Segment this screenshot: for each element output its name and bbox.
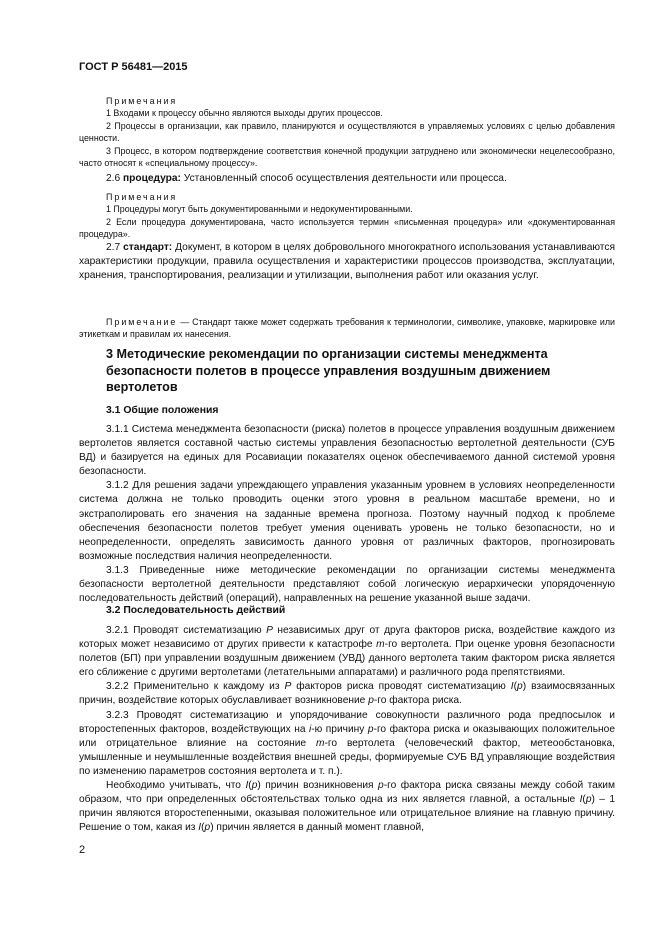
notes-title: Примечания bbox=[106, 96, 178, 106]
note-item: 1 Процедуры могут быть документированными и недокументированными. bbox=[106, 204, 413, 215]
section-title: 3 Методические рекомендации по организации системы менеджмента безопасности полетов в процессе управления воздушным движением вертолетов bbox=[106, 347, 551, 394]
subsection-3-2 bbox=[79, 604, 615, 618]
note-item: 1 Входами к процессу обычно являются выходы других процессов. bbox=[106, 108, 383, 119]
definition-term: процедура: bbox=[123, 173, 181, 184]
definition-term: стандарт: bbox=[123, 242, 173, 253]
paragraph: 3.1.2 Для решения задачи упреждающего управления указанным уровнем в условиях неопределенности система должна не только проводить оценки этого уровня в реальном масштабе времени, но и экстраполировать его значения на заданные времена прогноза. Поэтому научный подход к проблеме обеспечения безопасности полетов требует умения оценивать уровень не только безопасности, но и неопределенности, определять зависимость данного уровня от различных факторов, прогнозировать возможные последствия наличия неопределенности. bbox=[79, 480, 615, 562]
paragraph: Необходимо учитывать, что I(p) причин возникновения p-го фактора риска связаны между собой таким образом, что при определенных обстоятельствах только одна из них является главной, а остальные I(p) – 1 причин являются второстепенными, оказывая положительное или отрицательное влияние на главную причину. Решение о том, какая из I(p) причин является в данный момент главной, bbox=[79, 780, 615, 834]
document-header: ГОСТ Р 56481—2015 bbox=[79, 61, 188, 73]
definition-number: 2.7 bbox=[106, 242, 121, 253]
note-item: 3 Процесс, в котором подтверждение соответствия конечной продукции затруднено или экономически нецелесообразно, часто относят к «специальному процессу». bbox=[79, 145, 615, 169]
subsection-3-2-body bbox=[79, 624, 615, 835]
note-separator: — bbox=[177, 317, 193, 327]
note-text: Стандарт также может содержать требования к терминологии, символике, упаковке, маркировке или этикеткам и правилам их нанесения. bbox=[79, 317, 615, 340]
note-label: Примечание bbox=[106, 317, 178, 327]
note-block-3 bbox=[79, 316, 615, 341]
notes-title: Примечания bbox=[106, 192, 178, 202]
subsection-3-1-body bbox=[79, 423, 615, 606]
section-3 bbox=[79, 346, 615, 396]
definition-text: Установленный способ осуществления деятельности или процесса. bbox=[183, 173, 507, 184]
note-item: 2 Если процедура документирована, часто используется термин «письменная процедура» или «документированная процедура». bbox=[79, 216, 615, 240]
paragraph: 3.2.3 Проводят систематизацию и упорядочивание совокупности различного рода предпосылок и второстепенных факторов, воздействующих на i-ю причину p-го фактора риска и оказывающих положительное или отрицательное влияние на состояние m-го вертолета (человеческий фактор, метеообстановка, умышленные и неумышленные воздействия внешней среды, формируемые СУБ ВД управляющие воздействия по изменению параметров состояния вертолета и т. п.). bbox=[79, 709, 616, 777]
notes-block-1 bbox=[79, 95, 615, 169]
note-item: 2 Процессы в организации, как правило, планируются и осуществляются в управляемых условиях с целью добавления ценности. bbox=[79, 120, 615, 144]
notes-block-2 bbox=[79, 191, 615, 241]
paragraph: 3.1.3 Приведенные ниже методические рекомендации по организации системы менеджмента безопасности вертолетной деятельности представляют собой логическую иерархически упорядоченную последовательность действий (операций), направленных на решение указанной выше задачи. bbox=[79, 564, 615, 605]
paragraph: 3.1.1 Система менеджмента безопасности (риска) полетов в процессе управления воздушным движением вертолетов является составной частью системы управления безопасностью вертолетной деятельности (СУБ ВД) и базируется на единых для Росавиации показателях оценок обеспечиваемого данной системой уровня безопасности. bbox=[79, 424, 615, 478]
definition-number: 2.6 bbox=[106, 173, 121, 184]
paragraph: 3.2.1 Проводят систематизацию P независимых друг от друга факторов риска, воздействие каждого из которых может независимо от других привести к катастрофе m-го вертолета. При оценке уровня безопасности полетов (БП) при управлении воздушным движением (УВД) данного вертолета таким фактором риска является его сближение с другими вертолетами (летательными аппаратами) и различного рода препятствиями. bbox=[79, 625, 615, 679]
subsection-title: 3.2 Последовательность действий bbox=[106, 605, 286, 616]
subsection-title: 3.1 Общие положения bbox=[106, 405, 219, 416]
page-number: 2 bbox=[79, 844, 86, 856]
paragraph: 3.2.2 Применительно к каждому из P факторов риска проводят систематизацию I(p) взаимосвязанных причин, воздействие которых обуславливает возникновение p-го фактора риска. bbox=[79, 681, 615, 707]
definition-2-6 bbox=[79, 172, 615, 186]
definition-text: Документ, в котором в целях добровольного многократного использования устанавливаются характеристики продукции, правила осуществления и характеристики процессов производства, эксплуатации, хранения, транспортирования, реализации и утилизации, выполнения работ или оказания услуг. bbox=[79, 242, 615, 282]
subsection-3-1 bbox=[79, 404, 615, 418]
definition-2-7 bbox=[79, 241, 615, 283]
